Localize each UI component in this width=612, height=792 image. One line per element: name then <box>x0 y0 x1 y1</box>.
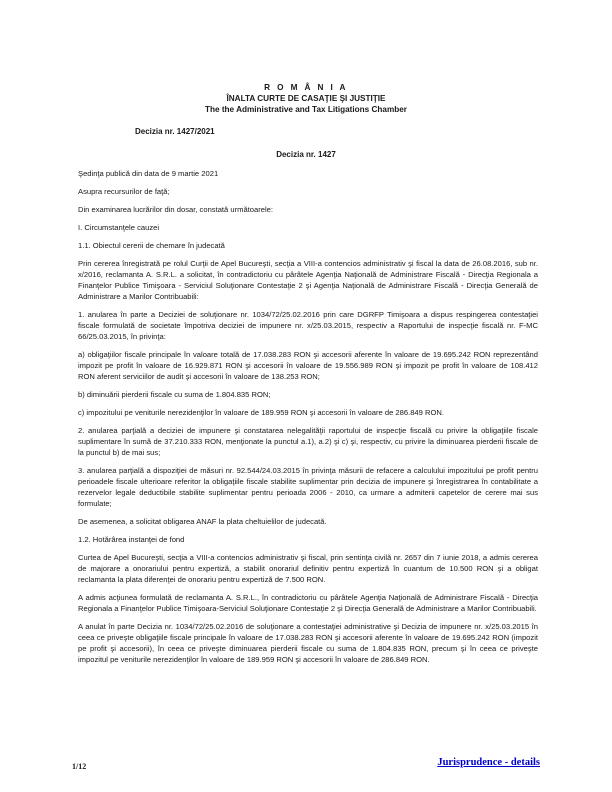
chamber-heading: The the Administrative and Tax Litigations Chamber <box>205 105 407 114</box>
section-heading: I. Circumstanţele cauzei <box>78 223 160 232</box>
paragraph: Şedinţa publică din data de 9 martie 2021 <box>78 169 219 178</box>
decision-number-full: Decizia nr. 1427/2021 <box>135 127 215 136</box>
paragraph: De asemenea, a solicitat obligarea ANAF la plata cheltuielilor de judecată. <box>78 517 327 526</box>
paragraph: Prin cererea înregistrată pe rolul Curţii de Apel Bucureşti, secţia a VIII-a contencios administrativ şi fiscal la data de 26.08.2016, sub nr. x/2016, reclamanta A. S.R.L. a solicitat, în contradictoriu cu pârâtele Agenţia Naţională de Administrare Fiscală - Direcţia Regionala a Finanţelor Publice Timişoara - Serviciul Soluţionare Contestaţie 2 şi Agenţia Naţională de Administrare Fiscală - Direcţia Generală de Administrare a Marilor Contribuabili: <box>78 259 538 301</box>
decision-number-title: Decizia nr. 1427 <box>276 150 336 159</box>
paragraph: A anulat în parte Decizia nr. 1034/72/25.02.2016 de soluţionare a contestaţiei administrative şi Decizia de impunere nr. x/25.03.2015 în ceea ce priveşte obligaţiile fiscale principale în valoare de 17.038.283 RON şi accesorii aferente în valoare de 19.695.242 RON (impozit pe profit şi accesorii), în ceea ce priveşte diminuarea pierderii fiscale cu suma de 1.804.835 RON, precum şi în ceea ce priveşte impozitul pe veniturile nerezidenţilor în valoare de 189.959 RON şi accesorii în valoare de 286.849 RON. <box>78 622 538 664</box>
subsection-heading: 1.2. Hotărârea instanţei de fond <box>78 535 185 544</box>
paragraph: 2. anularea parţială a deciziei de impunere şi constatarea nelegalităţii raportului de inspecţie fiscală cu privire la obligaţiile fiscale suplimentare în sumă de 37.210.333 RON, menţionate la punctul a.1), a.2) şi c) şi, respectiv, cu privire la diminuarea pierderii fiscale de la punctul b) de mai sus; <box>78 426 538 457</box>
jurisprudence-details-link[interactable]: Jurisprudence - details <box>437 757 540 768</box>
document-body <box>78 168 538 672</box>
paragraph: Asupra recursurilor de faţă; <box>78 187 170 196</box>
paragraph: A admis acţiunea formulată de reclamanta A. S.R.L., în contradictoriu cu pârâtele Agenţia Naţională de Administrare Fiscală - Direcţia Regionala a Finanţelor Publice Timişoara-Serviciul Soluţionare Contestaţie 2 şi Direcţia Generală de Administrare a Marilor Contribuabili. <box>78 593 538 613</box>
paragraph: Din examinarea lucrărilor din dosar, constată următoarele: <box>78 205 274 214</box>
subsection-heading: 1.1. Obiectul cererii de chemare în judecată <box>78 241 225 250</box>
court-heading: ÎNALTA CURTE DE CASAŢIE ŞI JUSTIŢIE <box>226 94 386 103</box>
page-number: 1/12 <box>72 762 87 771</box>
paragraph: c) impozitului pe veniturile nerezidenţilor în valoare de 189.959 RON şi accesorii în valoare de 286.849 RON. <box>78 408 444 417</box>
paragraph: 1. anularea în parte a Deciziei de soluţionare nr. 1034/72/25.02.2016 prin care DGRFP Timişoara a dispus respingerea contestaţiei fiscale formulată de societate împotriva deciziei de impunere nr. x/25.03.2015, respectiv a Raportului de inspecţie fiscală nr. F-MC 66/25.03.2015, în privinţa: <box>78 310 538 341</box>
paragraph: a) obligaţiilor fiscale principale în valoare totală de 17.038.283 RON şi accesorii aferente în valoare de 19.695.242 RON reprezentând impozit pe profit în valoare de 16.929.871 RON şi accesorii în valoare de 19.556.989 RON şi impozit pe profit în valoare de 108.412 RON aferent serviciilor de audit şi accesorii în valoare de 138.253 RON; <box>78 350 538 381</box>
paragraph: Curtea de Apel Bucureşti, secţia a VIII-a contencios administrativ şi fiscal, prin sentinţa civilă nr. 2657 din 7 iunie 2018, a admis cererea de majorare a onorariului pentru expertiză, a stabilit onorariul definitiv pentru expertiză în cuantum de 10.500 RON şi a obligat reclamanta la plata diferenţei de onorariu pentru expertiză de 7.500 RON. <box>78 553 538 584</box>
paragraph: 3. anularea parţială a dispoziţiei de măsuri nr. 92.544/24.03.2015 în privinţa măsurii de refacere a calculului impozitului pe profit pentru perioadele fiscale ulterioare referitor la obligaţiile fiscale stabilite suplimentar prin decizia de impunere şi înregistrarea în contabilitate a rezervelor legale deductibile stabilite suplimentar pentru perioada 2006 - 2010, ca urmare a admiterii capetelor de cerere mai sus formulate; <box>78 466 538 508</box>
country-heading: R O M Â N I A <box>264 83 348 92</box>
paragraph: b) diminuării pierderii fiscale cu suma de 1.804.835 RON; <box>78 390 271 399</box>
